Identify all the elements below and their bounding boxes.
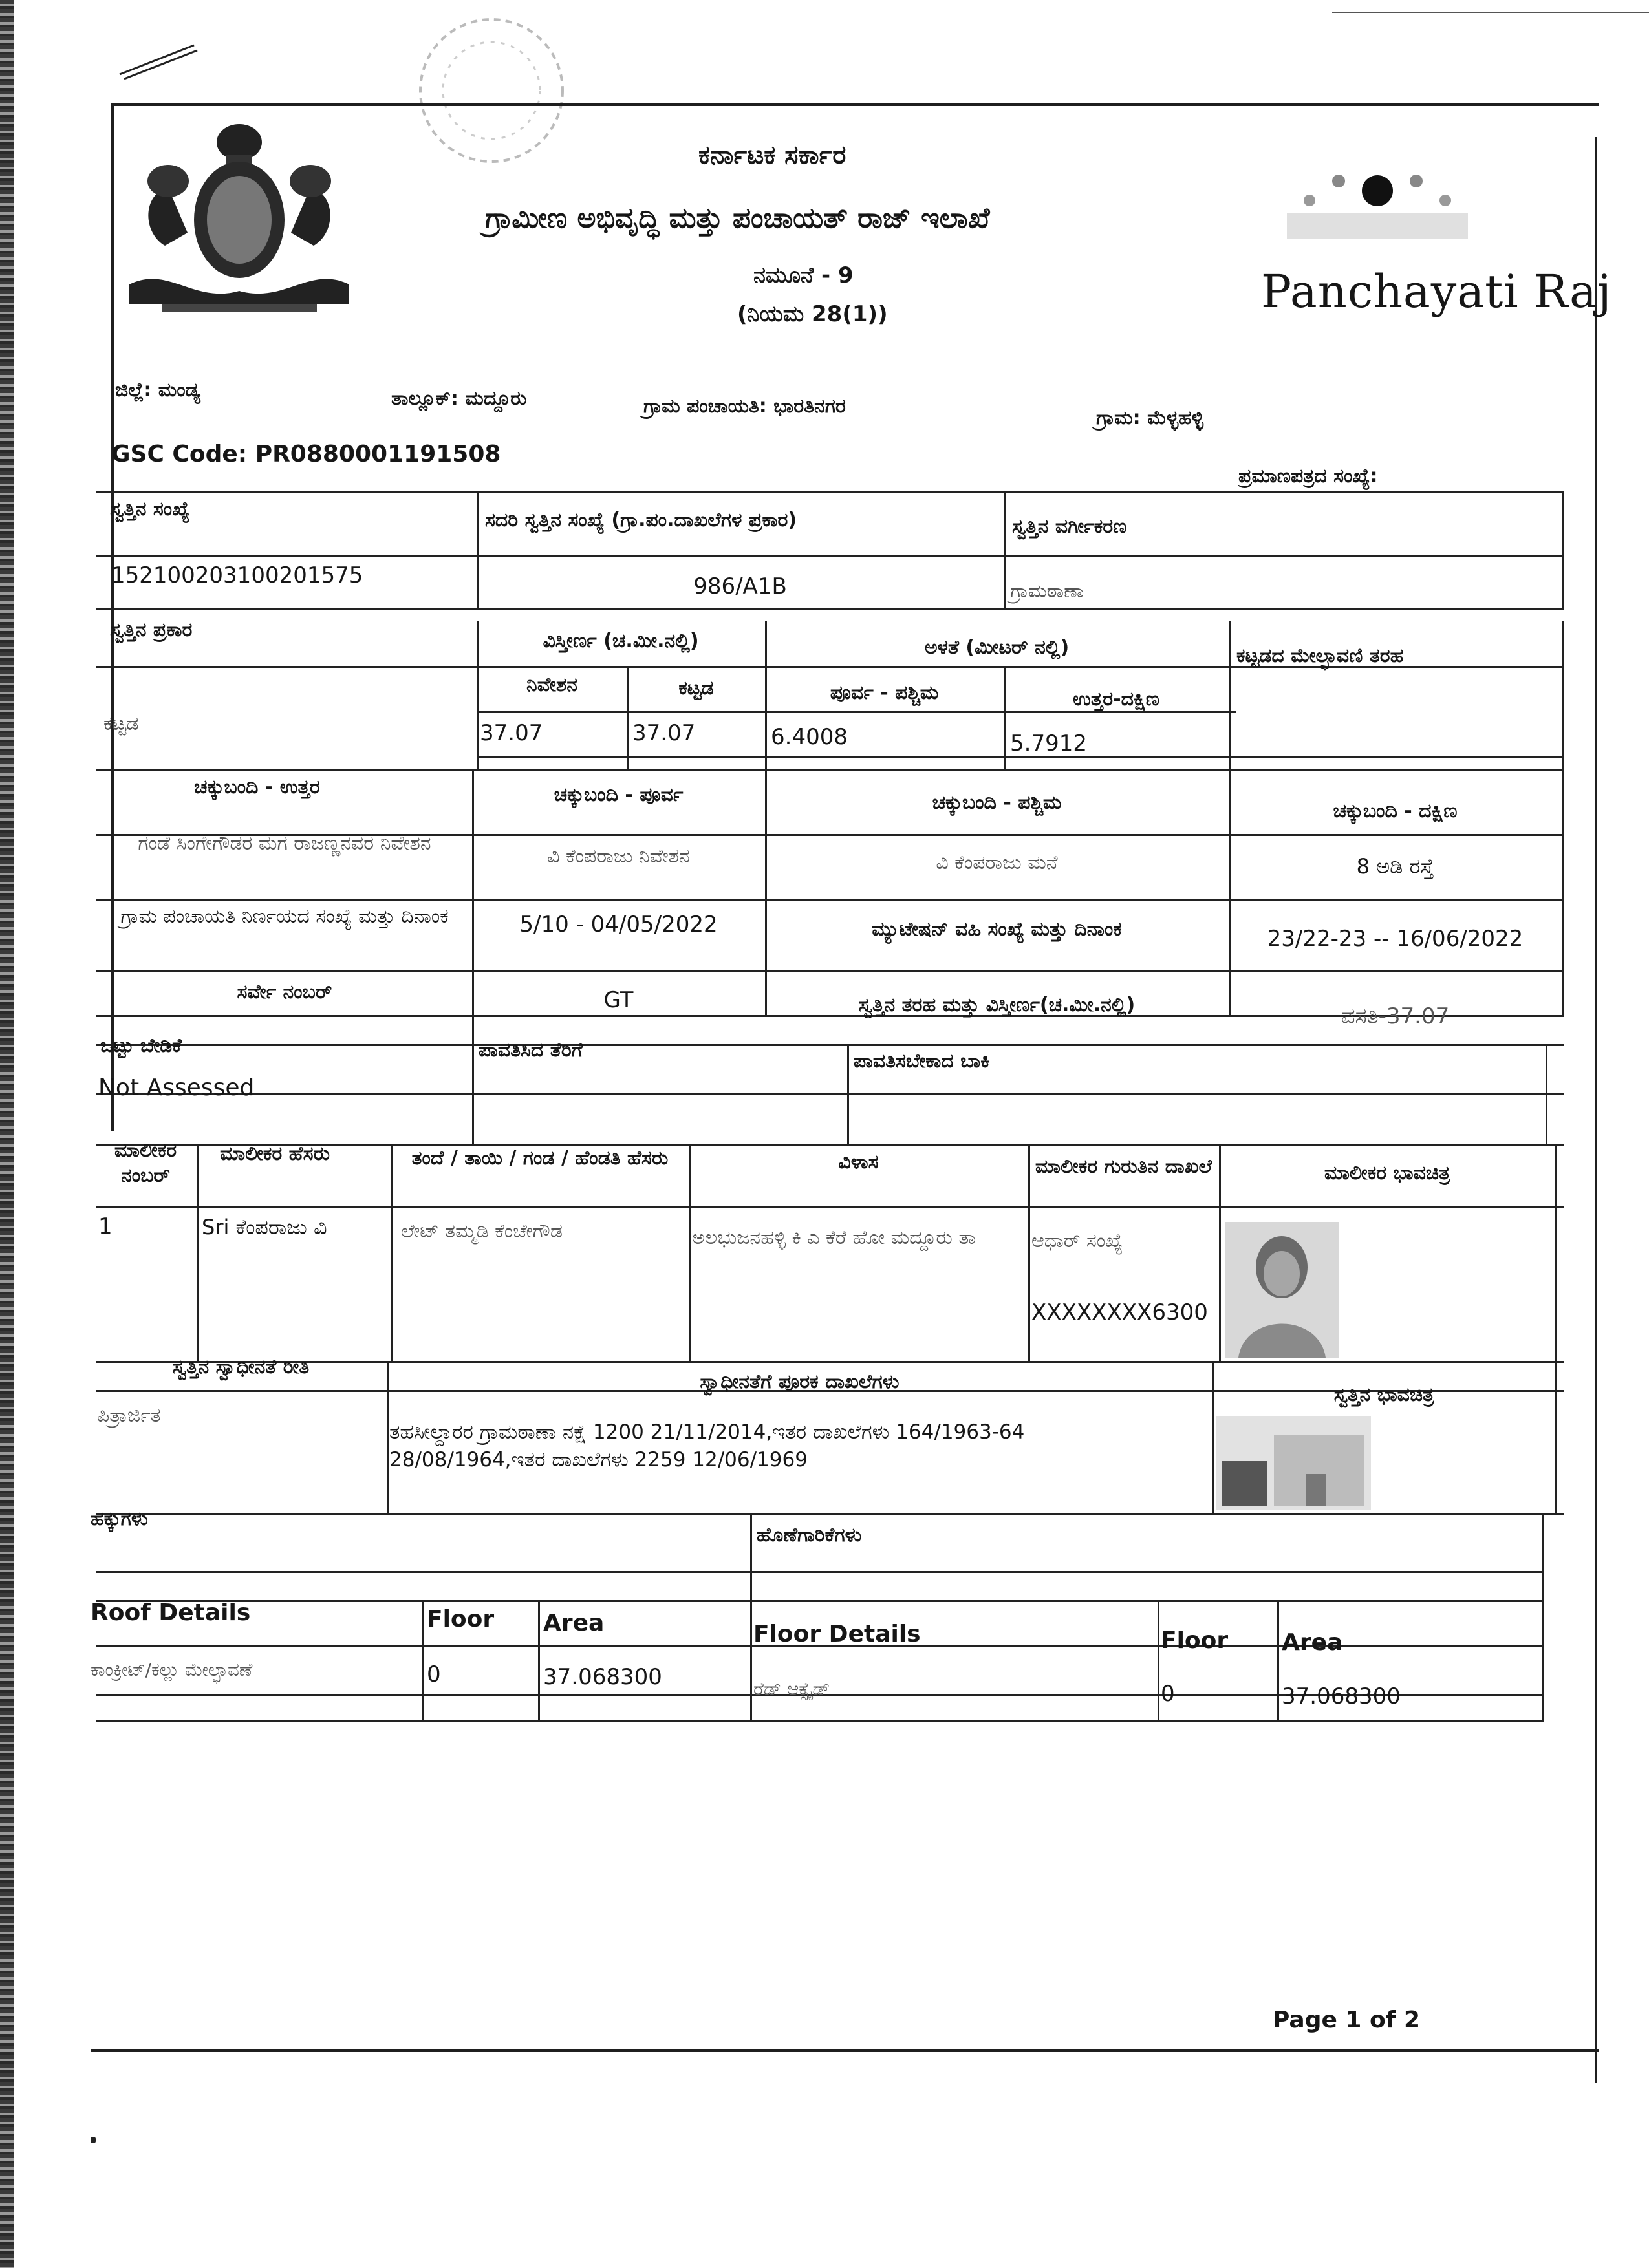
header-govt: ಕರ್ನಾಟಕ ಸರ್ಕಾರ: [698, 140, 846, 170]
gram-panchayat: ಗ್ರಾಮ ಪಂಚಾಯತಿ: ಭಾರತಿನಗರ: [643, 395, 846, 418]
north-bound: ಗಂಡೆ ಸಿಂಗೇಗೌಡರ ಮಗ ರಾಜಣ್ಣನವರ ನಿವೇಶನ: [138, 832, 431, 855]
owner-id-number: XXXXXXXX6300: [1031, 1300, 1208, 1325]
rule: [1158, 1600, 1159, 1720]
west-bound: ವಿ ಕೆಂಪರಾಜು ಮನೆ: [936, 851, 1058, 874]
rule: [96, 1093, 1564, 1095]
building-area: 37.07: [632, 720, 696, 746]
property-type: ಕಟ್ಟಡ: [103, 712, 139, 735]
paid-header: ಪಾವತಿಸಿದ ತೆರಿಗೆ: [479, 1039, 583, 1062]
rule: [1229, 621, 1231, 769]
rule: [1562, 491, 1564, 608]
type-area: ವಸತಿ-37.07: [1341, 1003, 1450, 1029]
owner-no-header: ಮಾಲೀಕರ ನಂಬರ್: [114, 1139, 177, 1187]
roof-floor: 0: [427, 1662, 441, 1687]
rule: [1229, 899, 1231, 1015]
frame-right: [1595, 137, 1597, 2083]
class-header: ಸ್ವತ್ತಿನ ವರ್ಗೀಕರಣ: [1012, 515, 1127, 538]
header-rule: (ನಿಯಮ 28(1)): [737, 301, 888, 327]
prop-no: 152100203100201575: [111, 562, 363, 588]
rule: [96, 555, 1564, 557]
rule: [538, 1600, 540, 1720]
building-header: ಕಟ್ಟಡ: [678, 677, 714, 700]
mutation-header: ಮ್ಯುಟೇಷನ್ ವಹಿ ಸಂಖ್ಯೆ ಮತ್ತು ದಿನಾಂಕ: [872, 918, 1122, 941]
rule: [689, 1144, 691, 1361]
rule: [96, 899, 1564, 901]
faded-seal-stamp: [323, 13, 660, 187]
frame-bottom: [91, 2049, 1599, 2052]
taluk: ತಾಲ್ಲೂಕ್: ಮದ್ದೂರು: [391, 387, 527, 410]
prop-no-header: ಸ್ವತ್ತಿನ ಸಂಖ್ಯೆ: [110, 498, 190, 520]
panchayati-raj-wordmark: Panchayati Raj: [1261, 265, 1612, 318]
west-bound-header: ಚಕ್ಕುಬಂದಿ - ಪಶ್ಚಿಮ: [932, 791, 1062, 814]
rule: [1562, 621, 1564, 769]
rule: [472, 769, 474, 1144]
floor-type: ರೆಡ್ ಆಕ್ಸೈಡ್: [753, 1678, 830, 1700]
north-bound-header: ಚಕ್ಕುಬಂದಿ - ಉತ್ತರ: [194, 776, 320, 798]
resolution: 5/10 - 04/05/2022: [519, 912, 718, 937]
pen-mark: [116, 39, 200, 84]
rule: [750, 1513, 752, 1600]
south-bound: 8 ಅಡಿ ರಸ್ತೆ: [1356, 854, 1434, 879]
rule: [96, 970, 1564, 972]
floor-area-header: Area: [1282, 1629, 1343, 1656]
survey-number: GT: [603, 987, 634, 1013]
east-bound-header: ಚಕ್ಕುಬಂದಿ - ಪೂರ್ವ: [554, 784, 684, 806]
rule: [96, 1206, 1564, 1208]
rule: [96, 608, 1564, 610]
floor-floor: 0: [1161, 1681, 1175, 1707]
roof-type-header: ಕಟ್ಟಡದ ಮೇಲ್ಛಾವಣಿ ತರಹ: [1236, 645, 1404, 667]
mutation: 23/22-23 -- 16/06/2022: [1267, 926, 1524, 952]
owner-address: ಅಲಭುಜನಹಳ್ಳಿ ಕಿ ಎ ಕೆರೆ ಹೋ ಮದ್ದೂರು ತಾ: [692, 1226, 976, 1249]
ownership-docs-header: ಸ್ವಾಧೀನತೆಗೆ ಪೂರಕ ದಾಖಲೆಗಳು: [700, 1371, 900, 1393]
north-south-header: ಉತ್ತರ-ದಕ್ಷಿಣ: [1073, 688, 1159, 711]
area-header: ವಿಸ್ತೀರ್ಣ (ಚ.ಮೀ.ನಲ್ಲಿ): [543, 630, 699, 652]
roof-type: ಕಾಂಕ್ರೀಟ್/ಕಲ್ಲು ಮೇಲ್ಛಾವಣೆ: [91, 1659, 253, 1680]
owner-name-header: ಮಾಲೀಕರ ಹೆಸರು: [220, 1142, 330, 1165]
floor-details-header: Floor Details: [753, 1621, 921, 1647]
district: ಜಿಲ್ಲೆ: ಮಂಡ್ಯ: [115, 379, 200, 401]
type-area-header: ಸ್ವತ್ತಿನ ತರಹ ಮತ್ತು ವಿಸ್ತೀರ್ಣ(ಚ.ಮೀ.ನಲ್ಲಿ): [858, 994, 1136, 1016]
ownership-docs-line2: 28/08/1964,ಇತರ ದಾಖಲೆಗಳು 2259 12/06/1969: [389, 1448, 808, 1471]
resolution-header: ಗ್ರಾಮ ಪಂಚಾಯತಿ ನಿರ್ಣಯದ ಸಂಖ್ಯೆ ಮತ್ತು ದಿನಾಂಕ: [120, 905, 449, 928]
owner-address-header: ವಿಳಾಸ: [838, 1151, 879, 1173]
rule: [1277, 1600, 1279, 1720]
survey-header: ಸರ್ವೇ ನಂಬರ್: [237, 981, 332, 1003]
rule: [96, 1571, 1544, 1573]
owner-parent: ಲೇಟ್ ತಮ್ಮಡಿ ಕೆಂಚೇಗೌಡ: [401, 1220, 563, 1243]
roof-area: 37.068300: [543, 1664, 662, 1690]
owner-name: Sri ಕೆಂಪರಾಜು ವಿ: [202, 1215, 327, 1239]
page-indicator: Page 1 of 2: [1273, 2007, 1420, 2033]
liabilities-header: ಹೊಣೆಗಾರಿಕೆಗಳು: [757, 1524, 862, 1546]
rule: [391, 1144, 393, 1361]
rule: [422, 1600, 424, 1720]
roof-area-header: Area: [543, 1610, 605, 1636]
classification: ಗ್ರಾಮಠಾಣಾ: [1010, 580, 1084, 603]
rule: [1555, 1361, 1557, 1513]
rule: [765, 769, 767, 899]
rule: [96, 1720, 1544, 1722]
top-right-scan-line: [1332, 12, 1649, 13]
rule: [96, 769, 1564, 771]
east-west-header: ಪೂರ್ವ - ಪಶ್ಚಿಮ: [830, 681, 939, 704]
balance-header: ಪಾವತಿಸಬೇಕಾದ ಬಾಕಿ: [854, 1050, 990, 1073]
owner-photo-header: ಮಾಲೀಕರ ಭಾವಚಿತ್ರ: [1324, 1162, 1450, 1184]
rule: [197, 1144, 199, 1361]
panchayati-raj-logo-icon: [1248, 165, 1507, 249]
rights-header: ಹಕ್ಕುಗಳು: [91, 1508, 148, 1530]
rule: [1004, 666, 1006, 769]
east-bound: ವಿ ಕೆಂಪರಾಜು ನಿವೇಶನ: [547, 845, 690, 868]
village: ಗ್ರಾಮ: ಮೆಳ್ಳಹಳ್ಳಿ: [1096, 407, 1204, 429]
scan-speck: [91, 2137, 96, 2143]
certificate-number-label: ಪ್ರಮಾಣಪತ್ರದ ಸಂಖ್ಯೆ:: [1238, 465, 1378, 487]
karnataka-emblem-icon: [116, 110, 362, 330]
rule: [750, 1600, 752, 1720]
owner-no: 1: [98, 1214, 113, 1239]
owner-id-header: ಮಾಲೀಕರ ಗುರುತಿನ ದಾಖಲೆ: [1035, 1155, 1212, 1178]
rule: [96, 1513, 1564, 1515]
dims-header: ಅಳತೆ (ಮೀಟರ್ ನಲ್ಲಿ): [924, 636, 1070, 659]
rule: [477, 666, 1236, 668]
east-west-length: 6.4008: [771, 724, 848, 750]
ownership-method-header: ಸ್ವತ್ತಿನ ಸ್ವಾಧೀನತೆ ರೀತಿ: [172, 1356, 310, 1378]
rule: [96, 491, 1564, 493]
rule: [1546, 1044, 1547, 1144]
demand-header: ಒಟ್ಟು ಬೇಡಿಕೆ: [100, 1034, 182, 1057]
type-header: ಸ್ವತ್ತಿನ ಪ್ರಕಾರ: [110, 619, 193, 641]
rule: [1542, 1600, 1544, 1720]
scan-edge-strip: [0, 0, 14, 2268]
roof-details-header: Roof Details: [91, 1599, 251, 1626]
ownership-method: ಪಿತ್ರಾರ್ಜಿತ: [97, 1404, 161, 1427]
rule: [96, 1600, 1544, 1602]
site-area: 37.07: [480, 720, 543, 746]
floor-floor-header: Floor: [1161, 1627, 1229, 1654]
rule: [96, 1044, 1564, 1046]
old-no: 986/A1B: [693, 573, 787, 599]
demand: Not Assessed: [98, 1075, 255, 1101]
rule: [847, 1044, 849, 1144]
frame-top: [111, 103, 1599, 106]
owner-id-type: ಆಧಾರ್ ಸಂಖ್ಯೆ: [1031, 1230, 1123, 1252]
rule: [1004, 491, 1006, 608]
south-bound-header: ಚಕ್ಕುಬಂದಿ - ದಕ್ಷಿಣ: [1333, 800, 1458, 822]
property-photo: [1216, 1416, 1371, 1510]
roof-floor-header: Floor: [427, 1606, 495, 1632]
header-form: ನಮೂನೆ - 9: [753, 262, 854, 288]
rule: [1542, 1513, 1544, 1600]
rule: [1562, 769, 1564, 899]
old-no-header: ಸದರಿ ಸ್ವತ್ತಿನ ಸಂಖ್ಯೆ (ಗ್ರಾ.ಪಂ.ದಾಖಲೆಗಳ ಪ್ರಕಾರ): [485, 509, 797, 531]
owner-parent-header: ತಂದೆ / ತಾಯಿ / ಗಂಡ / ಹೆಂಡತಿ ಹೆಸರು: [411, 1147, 669, 1170]
floor-area: 37.068300: [1282, 1684, 1401, 1709]
owner-photo: [1225, 1222, 1339, 1358]
site-header: ನಿವೇಶನ: [526, 674, 577, 696]
property-photo-header: ಸ್ವತ್ತಿನ ಭಾವಚಿತ್ರ: [1333, 1384, 1434, 1406]
gsc-code: GSC Code: PR0880001191508: [111, 441, 501, 467]
rule: [1562, 899, 1564, 1015]
rule: [1555, 1144, 1557, 1361]
ownership-docs-line1: ತಹಸೀಲ್ದಾರರ ಗ್ರಾಮಠಾಣಾ ನಕ್ಷೆ 1200 21/11/2014,ಇತರ ದಾಖಲೆಗಳು 164/1963-64: [389, 1420, 1025, 1444]
north-south-length: 5.7912: [1010, 731, 1087, 756]
header-dept: ಗ್ರಾಮೀಣ ಅಭಿವೃದ್ಧಿ ಮತ್ತು ಪಂಚಾಯತ್ ರಾಜ್ ಇಲಾಖೆ: [485, 202, 990, 235]
